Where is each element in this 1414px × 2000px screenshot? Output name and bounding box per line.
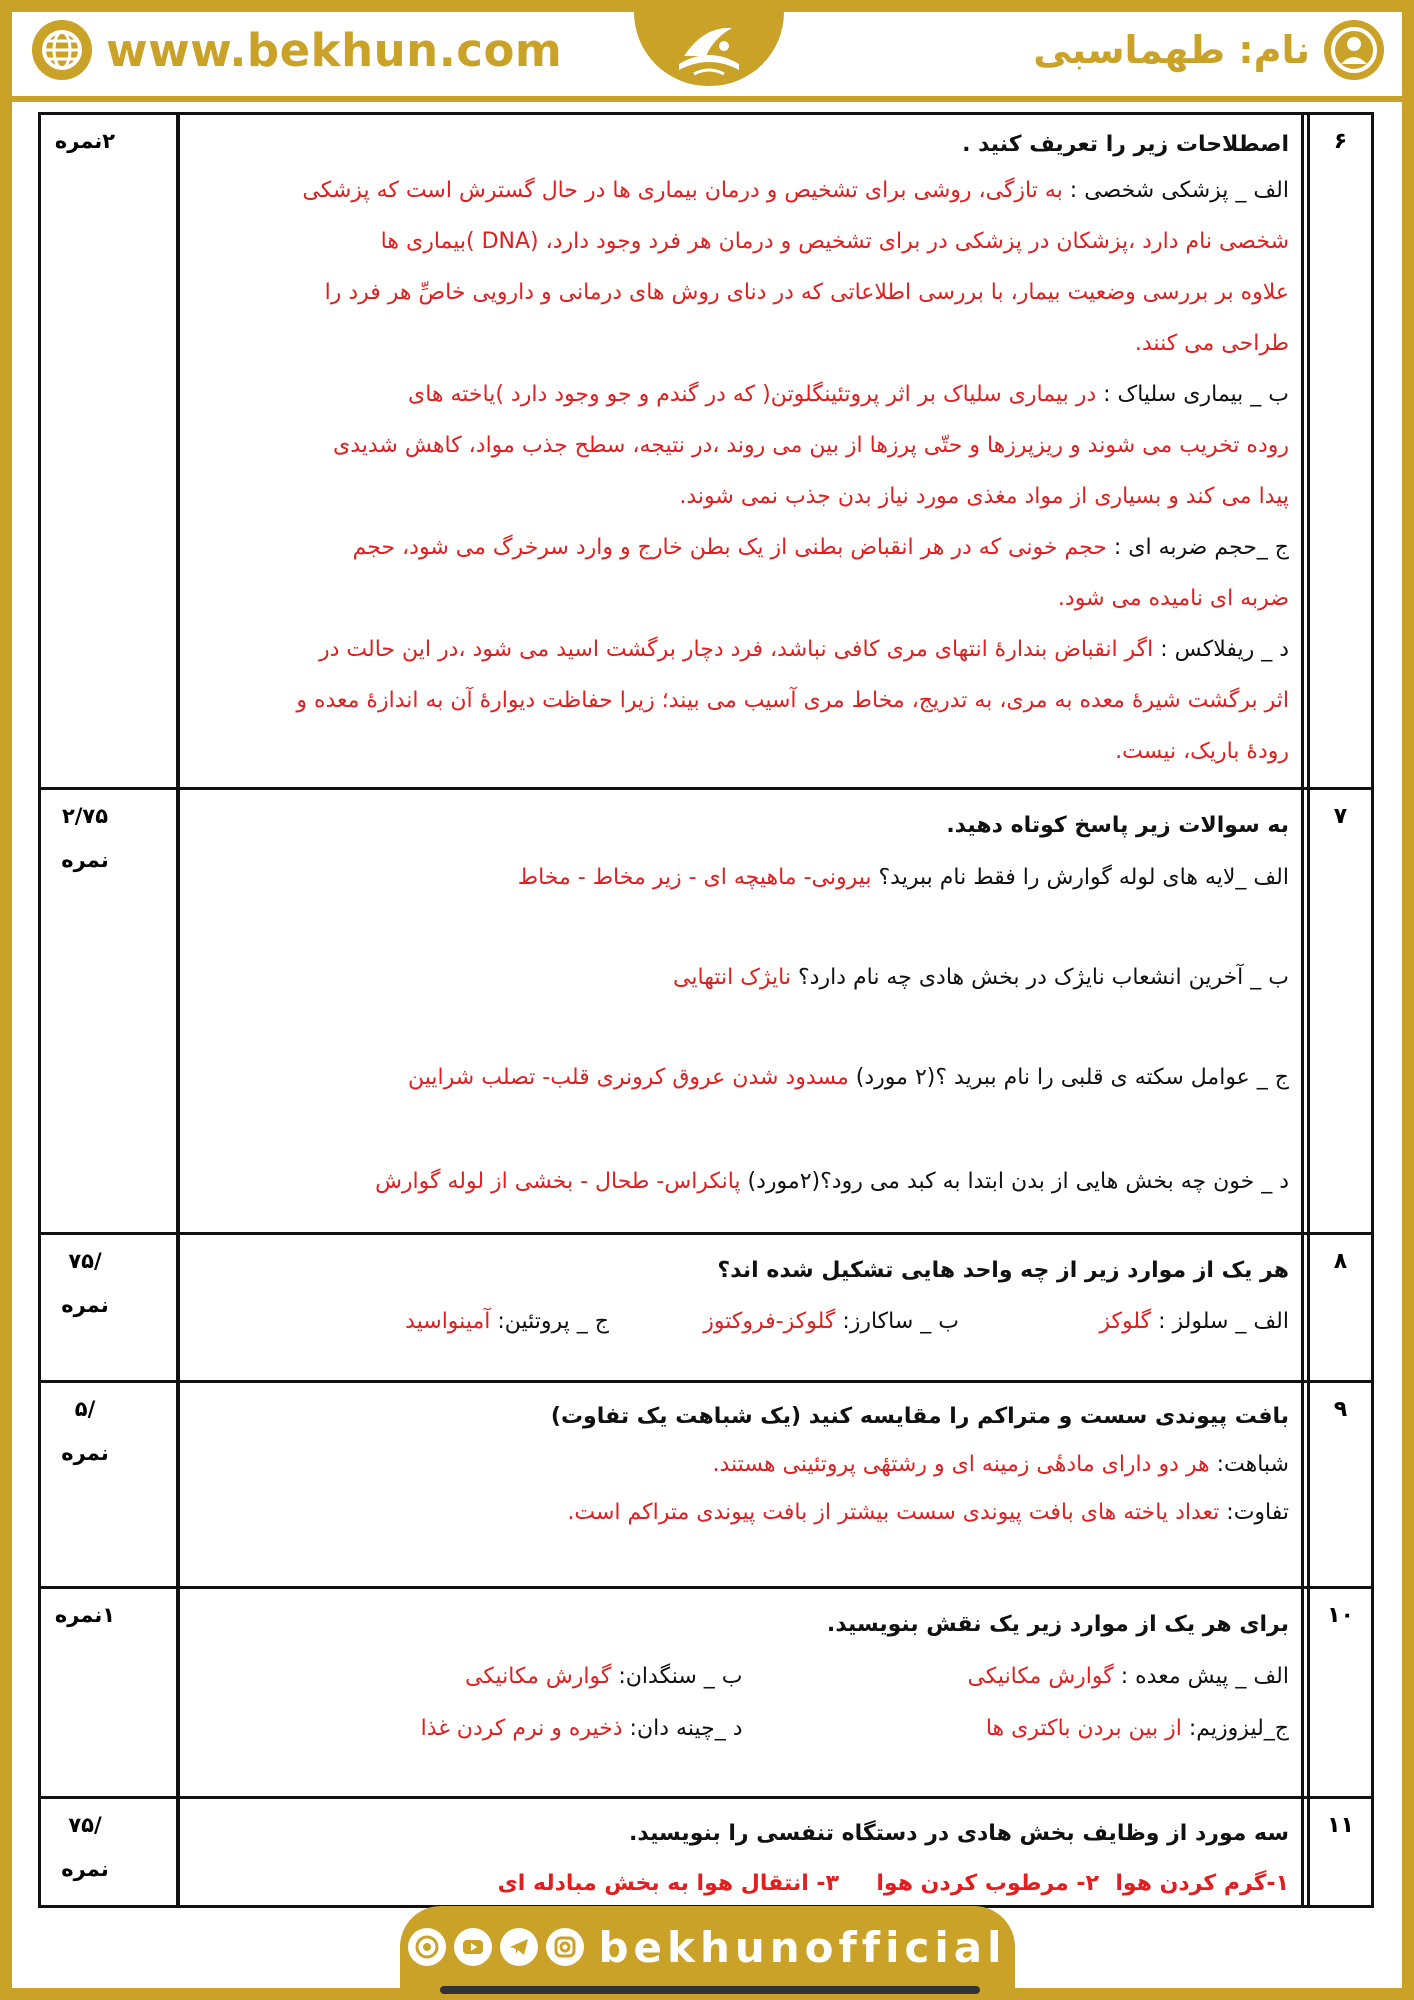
answer-line: رودهٔ باریک، نیست. [1115, 739, 1289, 764]
answer-items [196, 1296, 1289, 1347]
podcast-icon[interactable] [408, 1928, 446, 1966]
answer-item: ج_لیزوزیم: از بین بردن باکتری ها [985, 1716, 1289, 1741]
score: /۷۵ نمره [61, 1249, 109, 1317]
question-prompt: سه مورد از وظایف بخش هادی در دستگاه تنفسی را بنویسید. [629, 1821, 1289, 1846]
answer-item: ب _ سنگدان: گوارش مکانیکی [465, 1664, 743, 1689]
question-number: ۶ [1307, 115, 1371, 787]
answer-line: ب _ بیماری سلیاک : در بیماری سلیاک بر اثر پروتئینگلوتن( که در گندم و جو وجود دارد )یاخته های [407, 382, 1289, 407]
score: ۱نمره [54, 1603, 116, 1627]
score: /۷۵ نمره [61, 1813, 109, 1881]
answer-item: الف _ پیش معده : گوارش مکانیکی [967, 1664, 1289, 1689]
instagram-icon[interactable] [546, 1928, 584, 1966]
question-row-10 [41, 1589, 1371, 1799]
user-avatar-icon [1324, 20, 1384, 80]
answer-items [196, 1859, 1289, 1908]
question-content [176, 1589, 1304, 1796]
answer-item: ج _ پروتئین: آمینواسید [405, 1309, 609, 1334]
answer-item: د _چینه دان: ذخیره و نرم کردن غذا [420, 1716, 743, 1741]
score: ۲/۷۵ نمره [61, 804, 109, 872]
answer-line: علاوه بر بررسی وضعیت بیمار، با بررسی اطلاعاتی که در دنای روش های درمانی و دارویی خاصِّ هر فرد را [324, 280, 1289, 305]
social-icons [408, 1928, 584, 1966]
answer-line: الف _لایه های لوله گوارش را فقط نام ببرید؟ بیرونی- ماهیچه ای - زیر مخاط - مخاط [517, 865, 1289, 890]
website-text: www.bekhun.com [106, 23, 563, 77]
question-number: ۸ [1307, 1235, 1371, 1380]
youtube-icon[interactable] [454, 1928, 492, 1966]
telegram-icon[interactable] [500, 1928, 538, 1966]
question-prompt: بافت پیوندی سست و متراکم را مقایسه کنید (یک شباهت یک تفاوت) [550, 1404, 1289, 1429]
question-content [176, 1383, 1304, 1586]
answer-line: الف _ پزشکی شخصی : به تازگی، روشی برای تشخیص و درمان بیماری ها در حال گسترش است که پزشکی [302, 178, 1289, 203]
question-number: ۱۱ [1307, 1799, 1371, 1908]
header-bar [12, 12, 1402, 102]
answer-line: طراحی می کنند. [1134, 331, 1289, 356]
answer-line: د _ خون چه بخش هایی از بدن ابتدا به کبد می رود؟(۲مورد) پانکراس- طحال - بخشی از لوله گوارش [375, 1169, 1289, 1194]
question-content [176, 790, 1304, 1232]
answer-sheet-table [38, 112, 1374, 1908]
question-row-6 [41, 115, 1371, 790]
question-row-11 [41, 1799, 1371, 1908]
question-number: ۷ [1307, 790, 1371, 1232]
social-handle[interactable]: bekhunofficial [598, 1922, 1007, 1972]
student-name [1033, 20, 1384, 80]
answer-line: شباهت: هر دو دارای مادهٔی زمینه ای و رشتهٔی پروتئینی هستند. [712, 1452, 1289, 1477]
website-link[interactable] [32, 20, 562, 80]
score: ۲نمره [54, 129, 116, 153]
answer-item: ۲- مرطوب کردن هوا [876, 1871, 1099, 1896]
answer-line: روده تخریب می شوند و ریزپرزها و حتّی پرزها از بین می روند ،در نتیجه، سطح جذب مواد، کاهش شدیدی [332, 433, 1289, 458]
answer-item: ۳- انتقال هوا به بخش مبادله ای [497, 1871, 839, 1896]
book-logo-icon [654, 16, 764, 82]
footer-shadow [440, 1986, 980, 1994]
question-prompt: اصطلاحات زیر را تعریف کنید . [962, 132, 1289, 157]
question-content [176, 1799, 1304, 1908]
answer-line: اثر برگشت شیرهٔ معده به مری، به تدریج، مخاط مری آسیب می بیند؛ زیرا حفاظت دیوارهٔ آن به اندازهٔ معده و [296, 688, 1289, 713]
question-prompt: برای هر یک از موارد زیر یک نقش بنویسید. [826, 1612, 1289, 1637]
question-content [176, 1235, 1304, 1380]
question-row-8 [41, 1235, 1371, 1383]
name-label: نام: طهماسبی [1033, 28, 1310, 72]
score: /۵ نمره [61, 1397, 109, 1465]
answer-items [196, 1651, 1289, 1703]
answer-line: د _ ریفلاکس : اگر انقباض بندارهٔ انتهای مری کافی نباشد، فرد دچار برگشت اسید می شود ،در این حالت در [319, 637, 1289, 662]
answer-line: ضربه ای نامیده می شود. [1057, 586, 1289, 611]
answer-item: ب _ ساکارز: گلوکز-فروکتوز [703, 1309, 959, 1334]
answer-line: پیدا می کند و بسیاری از مواد مغذی مورد نیاز بدن جذب نمی شوند. [679, 484, 1289, 509]
globe-icon [32, 20, 92, 80]
question-row-7 [41, 790, 1371, 1235]
question-prompt: به سوالات زیر پاسخ کوتاه دهید. [946, 813, 1289, 838]
question-row-9 [41, 1383, 1371, 1589]
answer-items [196, 1703, 1289, 1755]
answer-item: ۱-گرم کردن هوا [1115, 1871, 1289, 1896]
brand-logo [634, 12, 784, 86]
question-number: ۱۰ [1307, 1589, 1371, 1796]
question-content [176, 115, 1304, 787]
answer-line: تفاوت: تعداد یاخته های بافت پیوندی سست بیشتر از بافت پیوندی متراکم است. [567, 1500, 1289, 1525]
question-prompt: هر یک از موارد زیر از چه واحد هایی تشکیل شده اند؟ [717, 1258, 1289, 1283]
answer-line: شخصی نام دارد ،پزشکان در پزشکی در برای تشخیص و درمان هر فرد وجود دارد، (DNA )بیماری ها [380, 229, 1289, 254]
answer-line: ج _حجم ضربه ای : حجم خونی که در هر انقباض بطنی از یک بطن خارج و وارد سرخرگ می شود، حجم [352, 535, 1289, 560]
answer-line: ج _ عوامل سکته ی قلبی را نام ببرید ؟(۲ مورد) مسدود شدن عروق کرونری قلب- تصلب شرایین [408, 1065, 1289, 1090]
question-number: ۹ [1307, 1383, 1371, 1586]
answer-line: ب _ آخرین انشعاب نایژک در بخش هادی چه نام دارد؟ نایژک انتهایی [673, 965, 1289, 990]
footer-social-bar [400, 1906, 1015, 1988]
answer-item: الف _ سلولز : گلوکز [1099, 1309, 1289, 1334]
